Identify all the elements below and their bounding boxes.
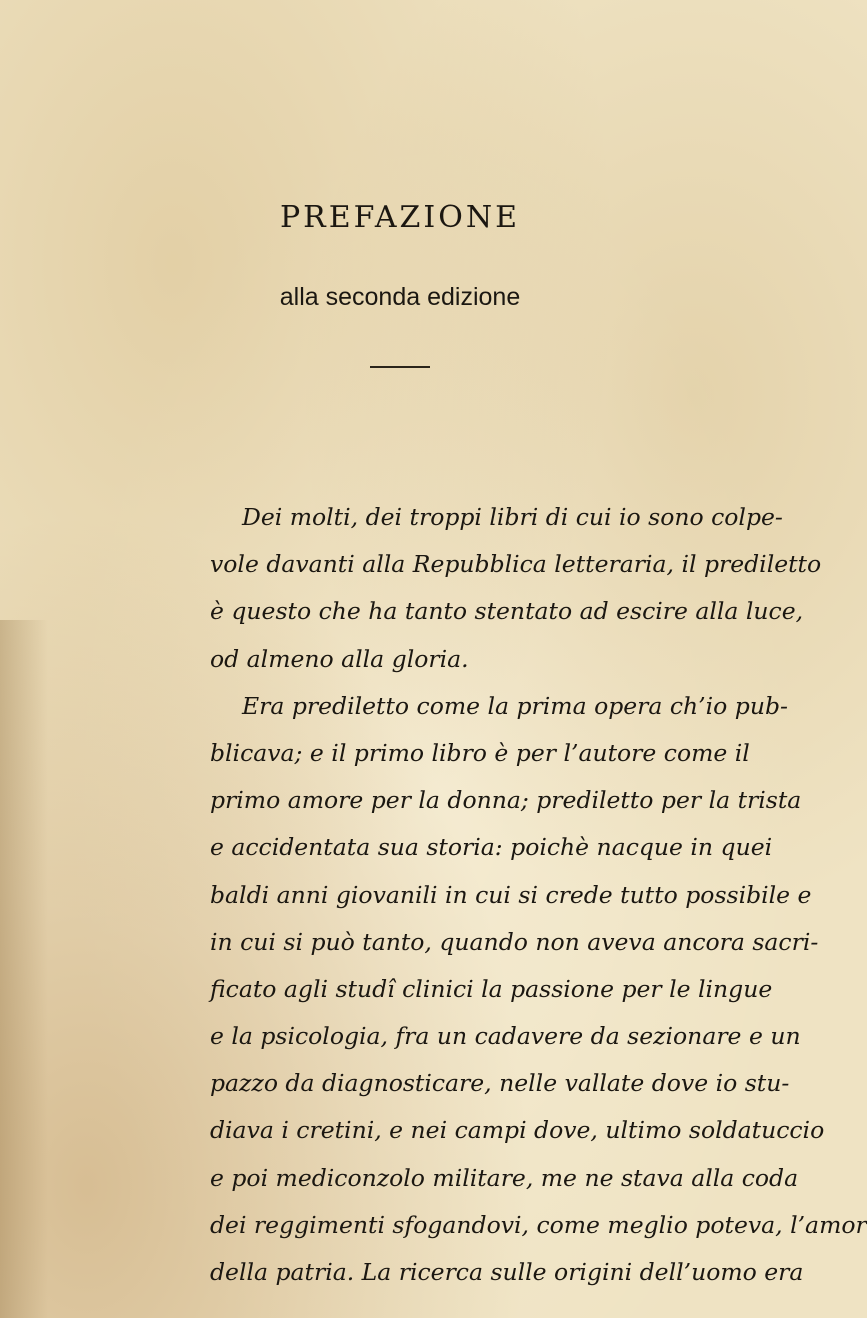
text-line: od almeno alla gloria.	[210, 644, 469, 673]
text-line: primo amore per la donna; prediletto per la trista	[210, 786, 802, 815]
text-line: Dei molti, dei troppi libri di cui io sono colpe-	[242, 503, 783, 531]
text-line: e la psicologia, fra un cadavere da sezionare e un	[210, 1022, 801, 1051]
page-edge-stain	[0, 620, 48, 1318]
text-line: Era prediletto come la prima opera ch’io pub-	[242, 691, 788, 720]
text-line: della patria. La ricerca sulle origini dell’uomo era	[210, 1258, 804, 1286]
divider-rule	[370, 366, 430, 368]
text-line: pazzo da diagnosticare, nelle vallate dove io stu-	[210, 1069, 790, 1098]
page-title: PREFAZIONE	[280, 200, 520, 235]
page-subtitle: alla seconda edizione	[279, 283, 521, 311]
text-line: è questo che ha tanto stentato ad escire alla luce,	[210, 597, 804, 626]
text-line: diava i cretini, e nei campi dove, ultimo soldatuccio	[210, 1116, 825, 1145]
text-line: e accidentata sua storia: poichè nacque in quei	[210, 833, 773, 862]
text-line: vole davanti alla Repubblica letteraria, il prediletto	[210, 550, 822, 579]
text-line: dei reggimenti sfogandovi, come meglio poteva, l’amor	[210, 1210, 867, 1239]
text-line: e poi mediconzolo militare, me ne stava alla coda	[210, 1163, 799, 1192]
text-line: ficato agli studî clinici la passione per le lingue	[210, 974, 773, 1003]
text-line: blicava; e il primo libro è per l’autore come il	[210, 738, 750, 767]
preface-body	[210, 494, 867, 1296]
text-line: baldi anni giovanili in cui si crede tutto possibile e	[210, 880, 812, 909]
text-line: in cui si può tanto, quando non aveva ancora sacri-	[210, 927, 819, 956]
